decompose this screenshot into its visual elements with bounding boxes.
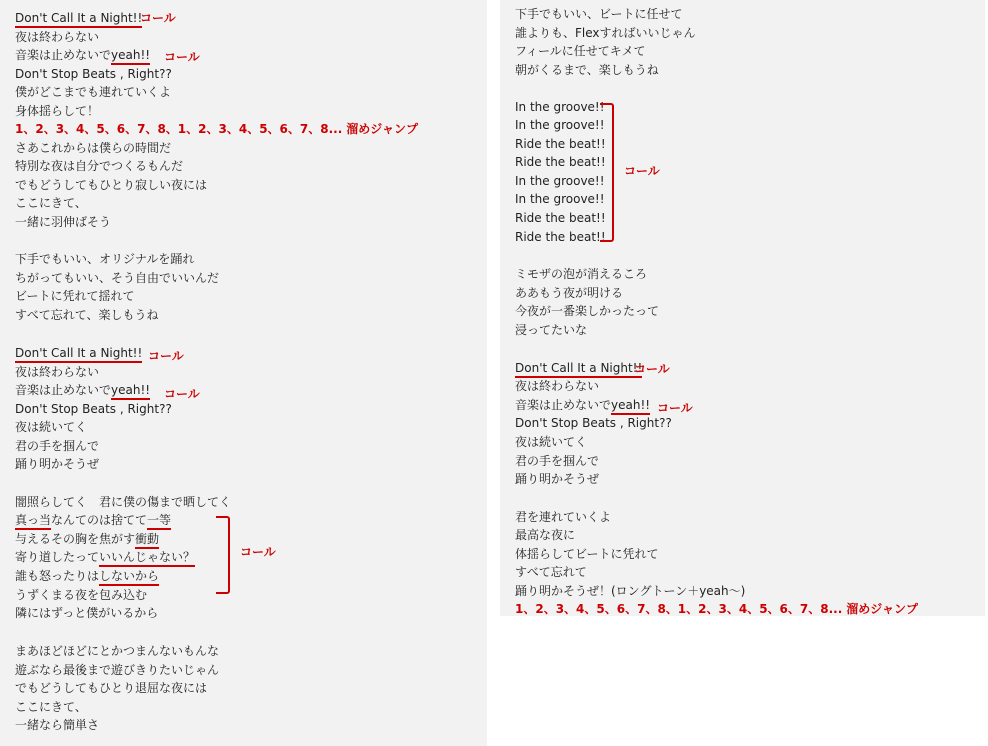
lyric-text: 朝がくるまで、楽しもうね [515, 63, 659, 77]
lyric-text: In the groove!! [515, 118, 605, 132]
lyric-line [515, 509, 611, 525]
lyric-line [515, 415, 672, 431]
lyric-line [515, 99, 605, 115]
lyric-line [515, 117, 605, 133]
lyric-line [515, 453, 599, 469]
lyric-text: ミモザの泡が消えるころ [515, 267, 648, 281]
lyric-text: うずくまる夜を包み込む [15, 588, 148, 602]
lyric-line [15, 419, 87, 435]
lyric-text: でもどうしてもひとり退屈な夜には [15, 681, 208, 695]
call-underlined-text: いいんじゃない？ [99, 550, 195, 567]
call-annotation: コール [164, 387, 200, 401]
lyric-line [515, 154, 606, 170]
lyric-line [515, 471, 599, 487]
lyric-line [515, 210, 606, 226]
lyric-line [15, 494, 231, 510]
lyric-text: 与えるその胸を焦がす [15, 532, 136, 546]
lyric-line [515, 360, 642, 376]
call-underlined-text: 真っ当 [15, 513, 51, 530]
lyric-line [15, 158, 183, 174]
call-annotation: コール [240, 545, 276, 559]
lyric-line [515, 583, 745, 599]
lyric-text: 下手でもいい、オリジナルを踊れ [15, 252, 195, 266]
call-underlined-text: Don't Call It a Night!! [15, 346, 142, 363]
lyric-text: さあこれからは僕らの時間だ [15, 141, 172, 155]
lyric-line [515, 564, 587, 580]
lyric-text: ああもう夜が明ける [515, 286, 624, 300]
lyric-text: 夜は続いてく [15, 420, 88, 434]
lyric-line [15, 288, 135, 304]
lyric-text: Ride the beat!! [515, 211, 606, 225]
lyric-text: ここにきて、 [15, 700, 87, 714]
lyrics-panel-right [500, 0, 985, 616]
call-underlined-text: 衝動 [135, 532, 159, 549]
lyric-text: Don't Stop Beats , Right?? [15, 67, 172, 81]
lyric-line [15, 699, 87, 715]
lyric-text: Ride the beat!! [515, 230, 606, 244]
lyric-line [515, 434, 587, 450]
lyric-text: 1、2、3、4、5、6、7、8、1、2、3、4、5、6、7、8... [15, 122, 343, 136]
lyric-text: Ride the beat!! [515, 155, 606, 169]
lyric-line [515, 6, 683, 22]
lyric-line [515, 229, 606, 245]
lyrics-panel-left [0, 0, 487, 746]
lyric-line [515, 303, 659, 319]
lyric-line [15, 531, 159, 547]
lyric-line [15, 717, 99, 733]
lyric-text: 隣にはずっと僕がいるから [15, 606, 159, 620]
lyric-text: 遊ぶなら最後まで遊びきりたいじゃん [15, 663, 220, 677]
lyric-line [515, 173, 605, 189]
lyric-line [15, 270, 219, 286]
lyric-text: 君の手を掴んで [515, 454, 600, 468]
lyric-line [15, 364, 99, 380]
lyric-line [15, 121, 418, 137]
lyric-text: ここにきて、 [15, 196, 87, 210]
lyric-line [515, 527, 575, 543]
lyric-line [15, 401, 172, 417]
lyric-text: In the groove!! [515, 100, 605, 114]
lyric-text: 夜は終わらない [15, 30, 100, 44]
lyric-text: 誰よりも、Flexすればいいじゃん [515, 26, 696, 40]
lyric-text: 踊り明かそうぜ！(ロングトーン＋yeah～) [515, 584, 746, 598]
lyric-line [15, 456, 99, 472]
lyric-line [15, 512, 171, 528]
call-annotation: コール [657, 401, 693, 415]
lyric-text: 夜は終わらない [515, 379, 600, 393]
lyric-line [15, 382, 150, 398]
call-underlined-text: yeah!! [611, 398, 650, 415]
lyric-text: 踊り明かそうぜ [15, 457, 100, 471]
lyric-text: 一緒に羽伸ばそう [15, 215, 112, 229]
lyric-text: ちがってもいい、そう自由でいいんだ [15, 271, 220, 285]
lyric-line [515, 191, 605, 207]
lyric-text: Don't Stop Beats , Right?? [15, 402, 172, 416]
lyric-line [15, 680, 207, 696]
lyric-line [15, 345, 142, 361]
lyric-text: 寄り道したって [15, 550, 100, 564]
lyric-line [515, 136, 606, 152]
lyric-text: なんてのは捨てて [51, 513, 148, 527]
call-underlined-text: yeah!! [111, 383, 150, 400]
lyric-line [15, 177, 207, 193]
lyric-line [515, 266, 647, 282]
jump-annotation: 溜めジャンプ [846, 602, 919, 616]
lyric-line [15, 438, 99, 454]
lyric-text: 君の手を掴んで [15, 439, 100, 453]
lyric-line [15, 84, 171, 100]
lyric-text: Don't Stop Beats , Right?? [515, 416, 672, 430]
lyric-text: まあほどほどにとかつまんないもんな [15, 644, 220, 658]
call-annotation: コール [164, 50, 200, 64]
call-bracket [600, 103, 614, 242]
lyric-text: すべて忘れて、楽しもうね [15, 308, 159, 322]
lyric-text: 音楽は止めないで [15, 48, 112, 62]
lyric-line [15, 10, 142, 26]
lyric-text: 夜は続いてく [515, 435, 588, 449]
lyric-line [515, 546, 659, 562]
lyric-text: すべて忘れて [515, 565, 587, 579]
lyric-text: In the groove!! [515, 192, 605, 206]
lyric-line [515, 285, 623, 301]
lyric-line [15, 29, 99, 45]
lyric-text: Ride the beat!! [515, 137, 606, 151]
lyric-text: フィールに任せてキメて [515, 44, 646, 58]
lyric-line [15, 251, 194, 267]
lyric-line [15, 643, 219, 659]
lyric-text: 今夜が一番楽しかったって [515, 304, 660, 318]
lyric-line [15, 103, 99, 119]
lyric-text: 特別な夜は自分でつくるもんだ [15, 159, 184, 173]
lyric-line [15, 195, 87, 211]
lyric-line [15, 587, 147, 603]
call-underlined-text: Don't Call It a Night!! [515, 361, 642, 378]
call-underlined-text: しないから [99, 569, 159, 586]
lyric-line [15, 662, 219, 678]
lyric-line [515, 25, 696, 41]
lyric-text: 夜は終わらない [15, 365, 100, 379]
lyric-line [515, 601, 918, 617]
lyric-text: 音楽は止めないで [515, 398, 612, 412]
lyric-line [15, 214, 111, 230]
lyric-text: 君を連れていくよ [515, 510, 612, 524]
lyric-text: 一緒なら簡単さ [15, 718, 100, 732]
jump-annotation: 溜めジャンプ [346, 122, 419, 136]
lyric-text: 浸ってたいな [515, 323, 588, 337]
call-underlined-text: Don't Call It a Night!! [15, 11, 142, 28]
lyric-line [15, 66, 172, 82]
lyric-line [515, 397, 650, 413]
call-annotation: コール [140, 11, 176, 25]
lyric-line [15, 47, 150, 63]
lyric-text: 音楽は止めないで [15, 383, 112, 397]
lyric-line [15, 605, 158, 621]
lyric-text: 僕がどこまでも連れていくよ [15, 85, 172, 99]
lyric-line [515, 62, 659, 78]
lyric-line [15, 549, 195, 565]
lyric-line [15, 568, 159, 584]
call-annotation: コール [624, 164, 660, 178]
lyric-text: 闇照らしてく 君に僕の傷まで晒してく [15, 495, 232, 509]
lyric-text: 身体揺らして！ [15, 104, 100, 118]
call-bracket [216, 516, 230, 594]
lyric-text: 誰も怒ったりは [15, 569, 100, 583]
lyric-text: 最高な夜に [515, 528, 576, 542]
call-underlined-text: yeah!! [111, 48, 150, 65]
lyric-text: 下手でもいい、ビートに任せて [515, 7, 683, 21]
lyric-text: でもどうしてもひとり寂しい夜には [15, 178, 208, 192]
lyric-line [15, 307, 159, 323]
call-underlined-text: 一等 [147, 513, 171, 530]
call-annotation: コール [148, 349, 184, 363]
lyric-text: 1、2、3、4、5、6、7、8、1、2、3、4、5、6、7、8... [515, 602, 843, 616]
lyric-line [515, 378, 599, 394]
lyric-line [515, 43, 646, 59]
lyric-text: 踊り明かそうぜ [515, 472, 600, 486]
lyric-text: In the groove!! [515, 174, 605, 188]
lyric-line [515, 322, 587, 338]
call-annotation: コール [634, 362, 670, 376]
lyric-text: ビートに凭れて揺れて [15, 289, 135, 303]
lyric-text: 体揺らしてビートに凭れて [515, 547, 659, 561]
lyric-line [15, 140, 171, 156]
